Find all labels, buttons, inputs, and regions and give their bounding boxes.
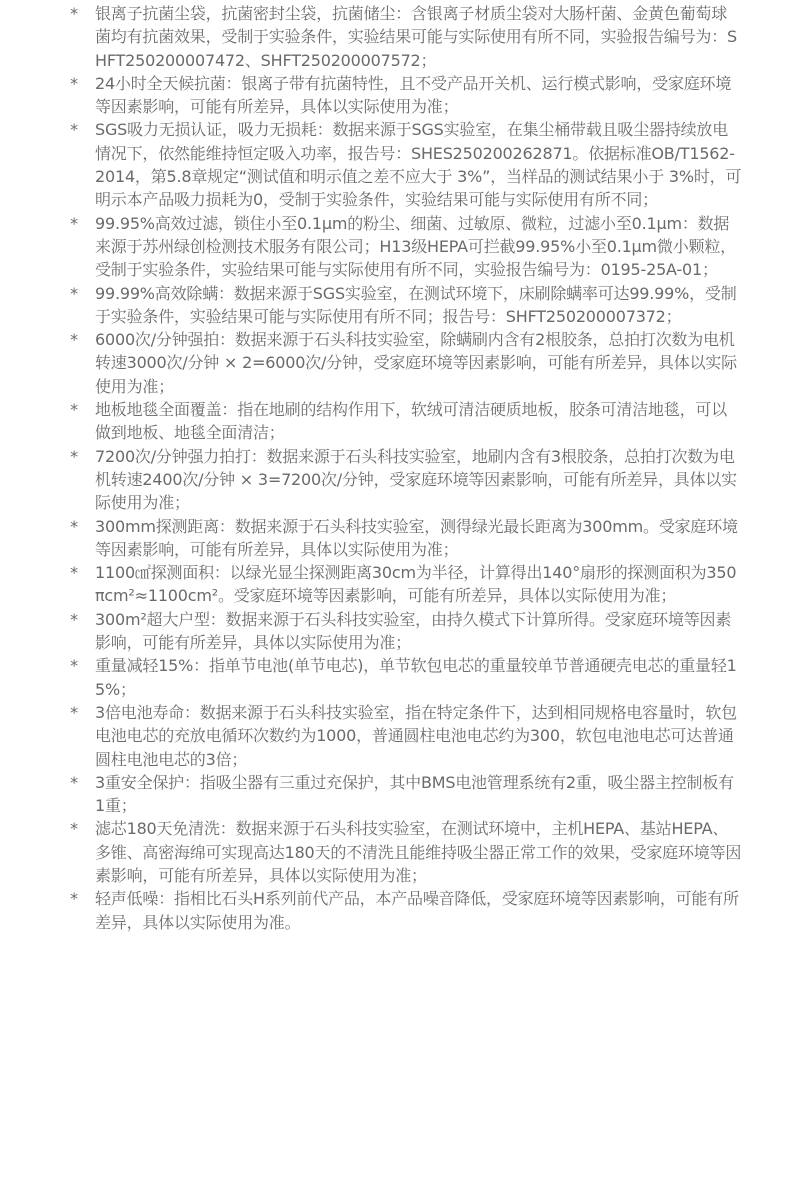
footnote-text: 1100㎠探测面积：以绿光显尘探测距离30cm为半径，计算得出140°扇形的探测面积为350πcm²≈1100cm²。受家庭环境等因素影响，可能有所差异，具体以实际使用为准； <box>95 563 737 606</box>
footnote-item <box>0 817 790 887</box>
bullet-marker: * <box>70 330 78 350</box>
bullet-marker: * <box>70 889 78 909</box>
footnote-item <box>0 771 790 818</box>
footnote-text: SGS吸力无损认证，吸力无损耗：数据来源于SGS实验室，在集尘桶带载且吸尘器持续放电情况下，依然能维持恒定吸入功率，报告号：SHES250200262871。依据标准OB/T1562-2014，第5.8章规定“测试值和明示值之差不应大于 3%”，当样品的测试结果小于 3%时，可明示本产品吸力损耗为0，受制于实验条件，实验结果可能与实际使用有所不同； <box>95 120 742 210</box>
footnote-item <box>0 72 790 119</box>
bullet-marker: * <box>70 400 78 420</box>
footnote-text: 300m²超大户型：数据来源于石头科技实验室，由持久模式下计算所得。受家庭环境等因素影响，可能有所差异，具体以实际使用为准； <box>95 609 732 653</box>
footnote-text: 7200次/分钟强力拍打：数据来源于石头科技实验室，地刷内含有3根胶条，总拍打次数为电机转速2400次/分钟 × 3=7200次/分钟，受家庭环境等因素影响，可能有所差异，具体以实际使用为准； <box>95 446 737 513</box>
footnote-list <box>0 2 790 934</box>
bullet-marker: * <box>70 283 78 303</box>
bullet-marker: * <box>70 563 78 583</box>
bullet-marker: * <box>70 516 78 536</box>
footnote-text: 3重安全保护：指吸尘器有三重过充保护，其中BMS电池管理系统有2重，吸尘器主控制板有1重； <box>95 772 734 816</box>
footnote-item <box>0 282 790 329</box>
footnote-text: 银离子抗菌尘袋，抗菌密封尘袋，抗菌储尘：含银离子材质尘袋对大肠杆菌、金黄色葡萄球菌均有抗菌效果，受制于实验条件，实验结果可能与实际使用有所不同，实验报告编号为：SHFT250200007472、SHFT250200007572； <box>95 4 737 70</box>
footnote-text: 99.95%高效过滤，锁住小至0.1μm的粉尘、细菌、过敏原、微粒，过滤小至0.1μm：数据来源于苏州绿创检测技术服务有限公司；H13级HEPA可拦截99.95%小至0.1μm微小颗粒，受制于实验条件，实验结果可能与实际使用有所不同，实验报告编号为：0195-25A-01； <box>95 213 736 280</box>
bullet-marker: * <box>70 73 78 93</box>
footnote-item <box>0 398 790 445</box>
footnote-item <box>0 212 790 282</box>
bullet-marker: * <box>70 120 78 140</box>
footnote-text: 3倍电池寿命：数据来源于石头科技实验室，指在特定条件下，达到相同规格电容量时，软包电池电芯的充放电循环次数约为1000，普通圆柱电池电芯约为300，软包电池电芯可达普通圆柱电池电芯的3倍； <box>95 702 737 769</box>
footnote-item <box>0 515 790 562</box>
footnote-text: 99.99%高效除螨：数据来源于SGS实验室，在测试环境下，床刷除螨率可达99.99%，受制于实验条件，实验结果可能与实际使用有所不同；报告号：SHFT250200007372； <box>95 283 737 326</box>
footnote-item <box>0 887 790 934</box>
footnote-item <box>0 328 790 398</box>
footnote-text: 24小时全天候抗菌：银离子带有抗菌特性，且不受产品开关机、运行模式影响，受家庭环境等因素影响，可能有所差异，具体以实际使用为准； <box>95 73 732 117</box>
footnote-item <box>0 608 790 655</box>
bullet-marker: * <box>70 4 78 23</box>
bullet-marker: * <box>70 772 78 792</box>
footnote-item <box>0 2 790 72</box>
footnote-item <box>0 701 790 771</box>
footnote-text: 滤芯180天免清洗：数据来源于石头科技实验室，在测试环境中，主机HEPA、基站HEPA、多锥、高密海绵可实现高达180天的不清洗且能维持吸尘器正常工作的效果，受家庭环境等因素影响，可能有所差异，具体以实际使用为准； <box>95 819 742 885</box>
footnote-item <box>0 561 790 608</box>
bullet-marker: * <box>70 609 78 629</box>
footnote-text: 地板地毯全面覆盖：指在地刷的结构作用下，软绒可清洁硬质地板，胶条可清洁地毯，可以做到地板、地毯全面清洁； <box>95 400 728 443</box>
footnote-item <box>0 654 790 701</box>
footnote-text: 300mm探测距离：数据来源于石头科技实验室，测得绿光最长距离为300mm。受家庭环境等因素影响，可能有所差异，具体以实际使用为准； <box>95 516 738 559</box>
footnote-text: 轻声低噪：指相比石头H系列前代产品，本产品噪音降低，受家庭环境等因素影响，可能有所差异，具体以实际使用为准。 <box>95 889 739 932</box>
footnote-item <box>0 118 790 211</box>
bullet-marker: * <box>70 819 78 839</box>
footnote-text: 6000次/分钟强拍：数据来源于石头科技实验室，除螨刷内含有2根胶条，总拍打次数为电机转速3000次/分钟 × 2=6000次/分钟，受家庭环境等因素影响，可能有所差异，具体以实际使用为准； <box>95 330 737 396</box>
footnote-item <box>0 445 790 515</box>
bullet-marker: * <box>70 702 78 722</box>
bullet-marker: * <box>70 656 78 676</box>
footnote-text: 重量减轻15%：指单节电池(单节电芯)，单节软包电芯的重量较单节普通硬壳电芯的重量轻15%； <box>95 656 737 699</box>
bullet-marker: * <box>70 446 78 466</box>
bullet-marker: * <box>70 213 78 233</box>
